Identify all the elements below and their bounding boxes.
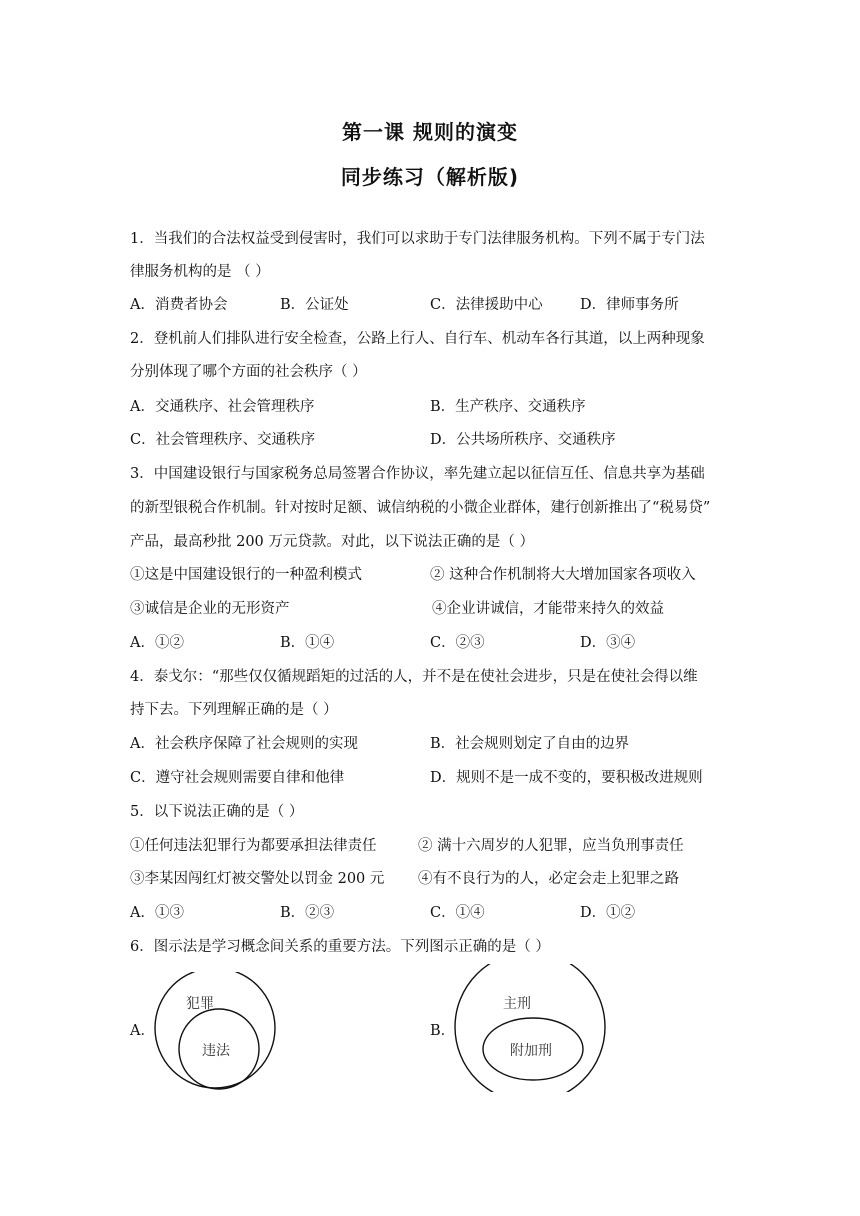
- diagram-b-venn: [450, 964, 610, 1092]
- question-3-statement-2: ② 这种合作机制将大大增加国家各项收入: [430, 567, 696, 583]
- question-3-stem-line3: 产品，最高秒批 200 万元贷款。对此，以下说法正确的是（ ）: [130, 534, 535, 550]
- question-3-option-d: D．③④: [580, 635, 636, 651]
- question-3-stem-line1: 3．中国建设银行与国家税务总局签署合作协议，率先建立起以征信互任、信息共享为基础: [130, 466, 705, 482]
- question-6-stem-line1: 6．图示法是学习概念间关系的重要方法。下列图示正确的是（ ）: [130, 939, 550, 955]
- diagram-b-outer-label: 主刑: [503, 996, 531, 1012]
- question-3-option-c: C．②③: [430, 635, 485, 651]
- diagram-a-venn: [148, 972, 288, 1090]
- question-1-stem-line2: 律服务机构的是 （ ）: [130, 264, 270, 280]
- question-5-statement-4: ④有不良行为的人，必定会走上犯罪之路: [418, 871, 679, 887]
- question-5-statement-1: ①任何违法犯罪行为都要承担法律责任: [130, 838, 377, 854]
- question-4-option-b: B．社会规则划定了自由的边界: [430, 736, 630, 752]
- question-5-stem-line1: 5．以下说法正确的是（ ）: [130, 804, 304, 820]
- question-3-option-b: B．①④: [280, 635, 335, 651]
- diagram-a-outer-label: 犯罪: [186, 996, 214, 1012]
- question-5-option-b: B．②③: [280, 905, 335, 921]
- diagram-a-outer-circle: [155, 972, 275, 1088]
- question-2-stem-line2: 分别体现了哪个方面的社会秩序（ ）: [130, 364, 367, 380]
- question-1-option-d: D．律师事务所: [580, 297, 679, 313]
- question-3-option-a: A．①②: [130, 635, 184, 651]
- page-subtitle: 同步练习（解析版): [340, 165, 520, 189]
- question-3-statement-1: ①这是中国建设银行的一种盈利模式: [130, 567, 362, 583]
- page-title: 第一课 规则的演变: [342, 120, 518, 144]
- question-2-stem-line1: 2．登机前人们排队进行安全检查，公路上行人、自行车、机动车各行其道，以上两种现象: [130, 331, 705, 347]
- diagram-b-label: B．: [430, 1023, 456, 1039]
- question-2-option-a: A．交通秩序、社会管理秩序: [130, 399, 315, 415]
- diagram-b-inner-label: 附加刑: [510, 1043, 552, 1059]
- question-1-option-c: C．法律援助中心: [430, 297, 543, 313]
- question-5-statement-3: ③李某因闯红灯被交警处以罚金 200 元: [130, 871, 385, 887]
- diagram-b-outer-circle: [455, 964, 605, 1092]
- question-5-option-a: A．①③: [130, 905, 184, 921]
- question-4-option-d: D．规则不是一成不变的，要积极改进规则: [430, 770, 703, 786]
- question-3-statement-4: ④企业讲诚信，才能带来持久的效益: [432, 601, 664, 617]
- question-1-stem-line1: 1．当我们的合法权益受到侵害时，我们可以求助于专门法律服务机构。下列不属于专门法: [130, 231, 705, 247]
- question-4-option-c: C．遵守社会规则需要自律和他律: [130, 770, 345, 786]
- question-4-stem-line2: 持下去。下列理解正确的是（ ）: [130, 702, 338, 718]
- question-5-statement-2: ② 满十六周岁的人犯罪，应当负刑事责任: [418, 838, 684, 854]
- question-2-option-d: D．公共场所秩序、交通秩序: [430, 432, 616, 448]
- question-2-option-b: B．生产秩序、交通秩序: [430, 399, 586, 415]
- question-5-option-c: C．①④: [430, 905, 485, 921]
- question-3-stem-line2: 的新型银税合作机制。针对按时足额、诚信纳税的小微企业群体，建行创新推出了“税易贷”: [130, 500, 711, 516]
- question-2-option-c: C．社会管理秩序、交通秩序: [130, 432, 316, 448]
- question-1-option-a: A．消费者协会: [130, 297, 228, 313]
- question-4-option-a: A．社会秩序保障了社会规则的实现: [130, 736, 358, 752]
- question-3-statement-3: ③诚信是企业的无形资产: [130, 601, 290, 617]
- diagram-a-inner-label: 违法: [202, 1043, 230, 1059]
- diagram-a-label: A．: [130, 1023, 155, 1039]
- question-5-option-d: D．①②: [580, 905, 636, 921]
- question-4-stem-line1: 4．泰戈尔：“那些仅仅循规蹈矩的过活的人，并不是在使社会进步，只是在使社会得以维: [130, 669, 698, 685]
- question-1-option-b: B．公证处: [280, 297, 349, 313]
